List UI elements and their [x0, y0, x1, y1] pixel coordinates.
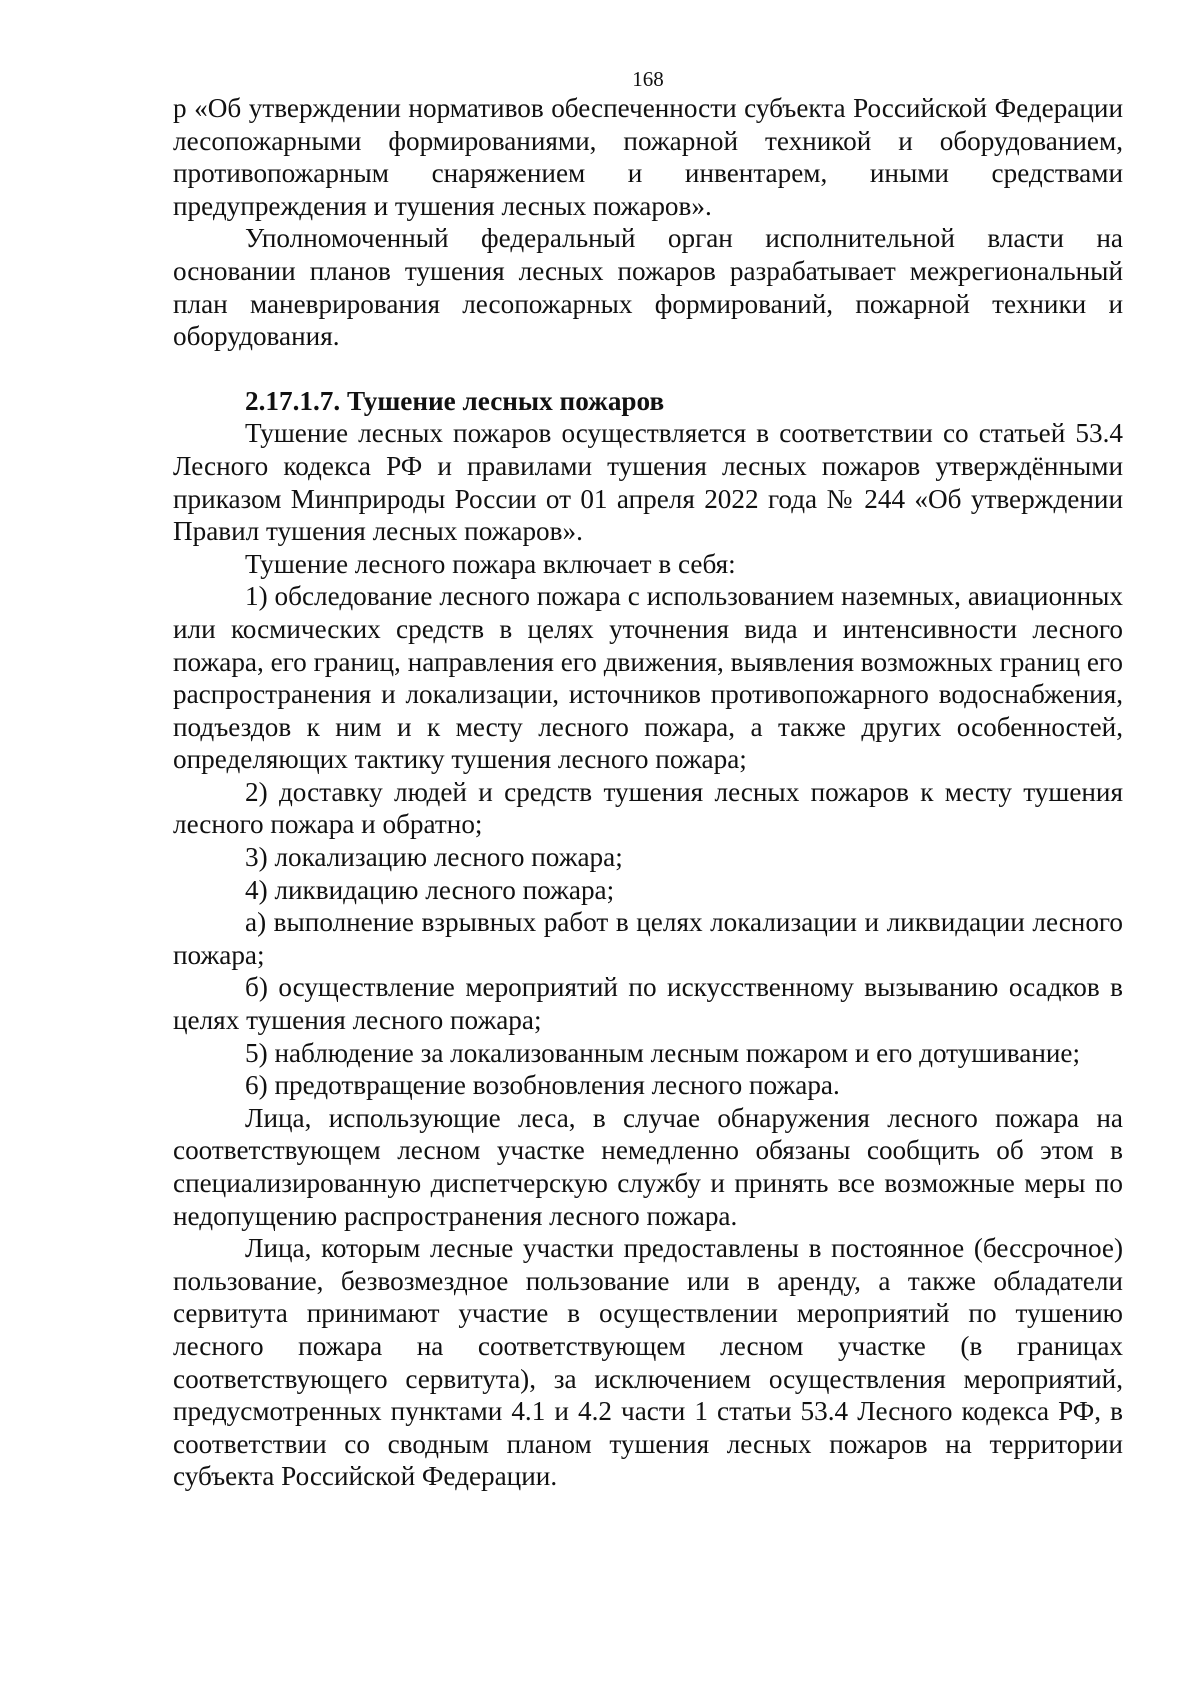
- spacer: [173, 353, 1123, 385]
- page-number: 168: [632, 67, 664, 91]
- list-item: 5) наблюдение за локализованным лесным пожаром и его дотушивание;: [245, 1037, 1081, 1068]
- list-item: 6) предотвращение возобновления лесного пожара.: [245, 1070, 840, 1101]
- paragraph-continuation: р «Об утверждении нормативов обеспеченности субъекта Российской Федерации лесопожарными формированиями, пожарной техникой и оборудованием, противопожарным снаряжением и инвентарем, иными средствами предупреждения и тушения лесных пожаров».: [173, 93, 1123, 221]
- paragraph: Лица, которым лесные участки предоставлены в постоянное (бессрочное) пользование, безвозмездное пользование или в аренду, а также обладатели сервитута принимают участие в осуществлении мероприятий по тушению лесного пожара на соответствующем лесном участке (в границах соответствующего сервитута), за исключением осуществления мероприятий, предусмотренных пунктами 4.1 и 4.2 части 1 статьи 53.4 Лесного кодекса РФ, в соответствии со сводным планом тушения лесных пожаров на территории субъекта Российской Федерации.: [173, 1233, 1123, 1492]
- list-subitem: б) осуществление мероприятий по искусственному вызыванию осадков в целях тушения лесного пожара;: [173, 972, 1123, 1036]
- list-item: 4) ликвидацию лесного пожара;: [245, 874, 615, 905]
- list-item: 3) локализацию лесного пожара;: [245, 842, 623, 873]
- paragraph: Уполномоченный федеральный орган исполнительной власти на основании планов тушения лесных пожаров разрабатывает межрегиональный план маневрирования лесопожарных формирований, пожарной техники и оборудования.: [173, 223, 1123, 352]
- document-page: [173, 68, 1123, 1493]
- section-heading: 2.17.1.7. Тушение лесных пожаров: [245, 385, 665, 416]
- paragraph: Тушение лесных пожаров осуществляется в соответствии со статьей 53.4 Лесного кодекса РФ и правилами тушения лесных пожаров утверждёнными приказом Минприроды России от 01 апреля 2022 года № 244 «Об утверждении Правил тушения лесных пожаров».: [173, 418, 1123, 547]
- list-item: 2) доставку людей и средств тушения лесных пожаров к месту тушения лесного пожара и обратно;: [173, 776, 1123, 840]
- paragraph: Лица, использующие леса, в случае обнаружения лесного пожара на соответствующем лесном участке немедленно обязаны сообщить об этом в специализированную диспетчерскую службу и принять все возможные меры по недопущению распространения лесного пожара.: [173, 1102, 1123, 1231]
- list-item: 1) обследование лесного пожара с использованием наземных, авиационных или космических средств в целях уточнения вида и интенсивности лесного пожара, его границ, направления его движения, выявления возможных границ его распространения и локализации, источников противопожарного водоснабжения, подъездов к ним и к месту лесного пожара, а также других особенностей, определяющих тактику тушения лесного пожара;: [173, 581, 1123, 775]
- paragraph: Тушение лесного пожара включает в себя:: [245, 548, 736, 579]
- list-subitem: а) выполнение взрывных работ в целях локализации и ликвидации лесного пожара;: [173, 907, 1123, 970]
